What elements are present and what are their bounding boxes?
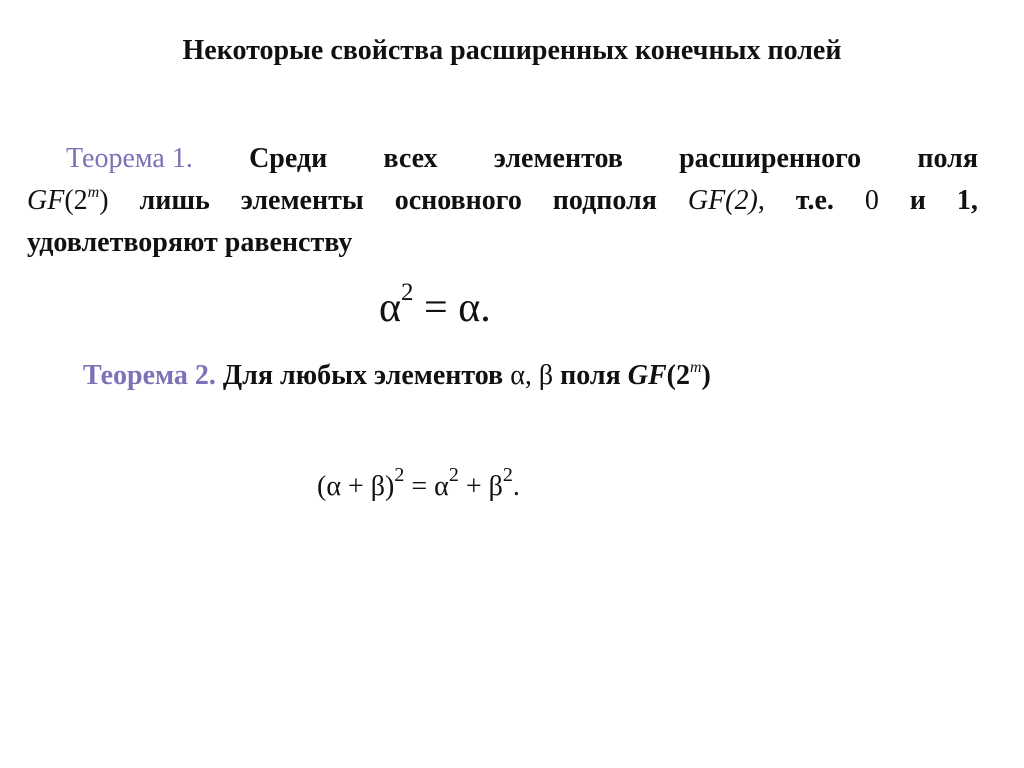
theorem-one-word: Среди [249, 143, 328, 174]
field-close: ) [99, 185, 109, 216]
square-sum-formula [317, 463, 520, 511]
theorem-one-word: всех [383, 143, 438, 174]
theorem-two-field-word: поля [560, 360, 621, 391]
formula-plus-beta: + β [458, 471, 503, 502]
theorem-one-line-3: удовлетворяют равенству [27, 227, 353, 258]
theorem-one-word: элементы [240, 185, 364, 216]
theorem-one-word: элементов [493, 143, 623, 174]
theorem-two-field-close: ) [701, 360, 711, 391]
idempotent-formula [379, 279, 491, 333]
field-base: (2 [64, 185, 88, 216]
theorem-one-line-1 [66, 138, 978, 180]
square-exponent: 2 [401, 279, 414, 306]
field-exponent: m [87, 184, 100, 201]
theorem-two-field-symbol: GF [627, 360, 667, 391]
alpha-beta-elements: α, β [510, 360, 554, 391]
theorem-one-word: лишь [139, 185, 210, 216]
theorem-two-label: Теорема 2. [83, 360, 216, 391]
formula-middle: = α [404, 471, 449, 502]
theorem-one-word: подполя [552, 185, 657, 216]
subfield: GF(2) [687, 185, 758, 216]
formula-lhs: (α + β) [317, 471, 395, 502]
theorem-two-field-expression [628, 360, 711, 391]
formula-end: . [512, 471, 520, 502]
theorem-one-block [27, 138, 978, 264]
subfield-comma: , [757, 185, 765, 216]
slide-title: Некоторые свойства расширенных конечных полей [182, 35, 842, 66]
theorem-two-field-exponent: m [689, 359, 702, 376]
and-word: и [909, 185, 926, 216]
ie-abbreviation: т.е. [795, 185, 834, 216]
alpha-symbol: α [379, 285, 402, 331]
theorem-one-word: поля [917, 143, 978, 174]
zero-value: 0 [864, 185, 879, 216]
formula-rest: = α. [413, 285, 491, 331]
theorem-one-line-2 [27, 180, 978, 222]
lhs-exponent: 2 [394, 464, 405, 486]
middle-exponent: 2 [448, 464, 459, 486]
theorem-two-field-base: (2 [666, 360, 690, 391]
field-expression [27, 180, 109, 222]
theorem-two-text: Для любых элементов [222, 360, 504, 391]
rhs-exponent: 2 [502, 464, 513, 486]
theorem-one-word: основного [394, 185, 522, 216]
theorem-one-label: Теорема 1. [66, 143, 193, 174]
one-value: 1, [956, 185, 978, 216]
theorem-two-block [83, 356, 711, 396]
field-symbol: GF [27, 185, 65, 216]
subfield-expression [688, 180, 765, 222]
theorem-one-word: расширенного [679, 143, 862, 174]
